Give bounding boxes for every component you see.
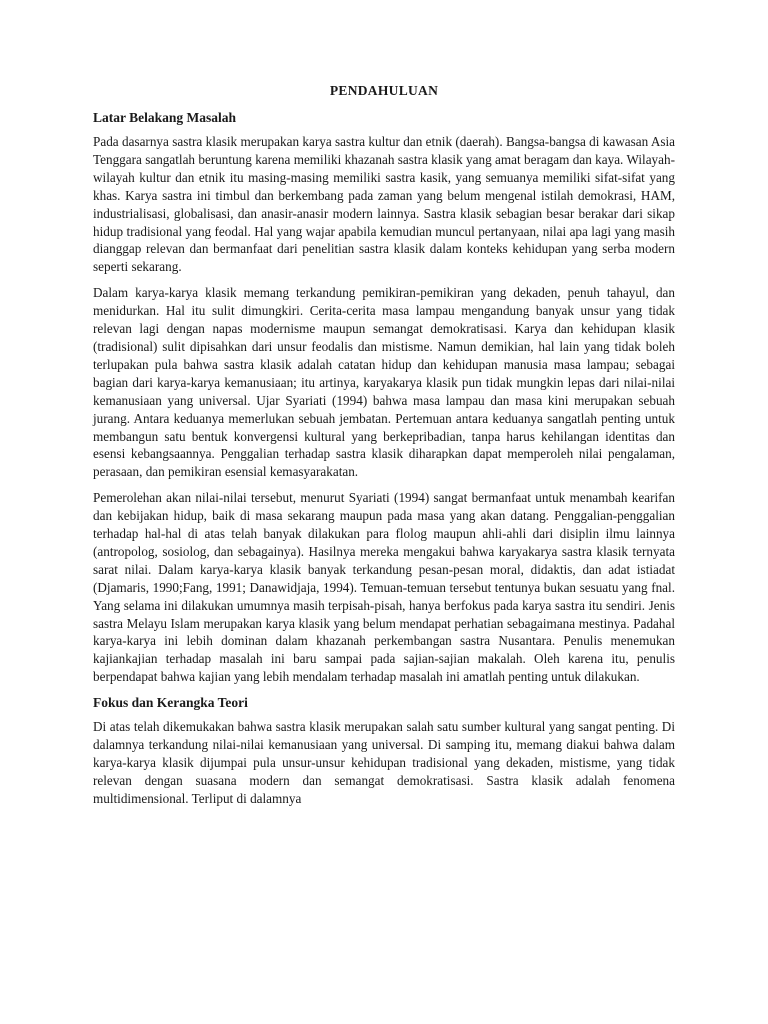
paragraph: Pada dasarnya sastra klasik merupakan karya sastra kultur dan etnik (daerah). Bangsa-bangsa di kawasan Asia Tenggara sangatlah beruntung karena memiliki khazanah sastra klasik yang amat beragam dan kaya. Wilayah-wilayah kultur dan etnik itu masing-masing memiliki sastra kasik, yang semuanya memiliki sifat-sifat yang khas. Karya sastra ini timbul dan berkembang pada zaman yang belum mengenal istilah demokrasi, HAM, industrialisasi, globalisasi, dan anasir-anasir modern lainnya. Sastra klasik sebagian besar berakar dari sikap hidup tradisional yang feodal. Hal yang wajar apabila kemudian muncul pertanyaan, nilai apa lagi yang masih dianggap relevan dan bermanfaat dari penelitian sastra klasik dalam konteks kehidupan yang serba modern seperti sekarang. — [93, 134, 675, 275]
section-heading-latar-belakang: Latar Belakang Masalah — [93, 110, 237, 125]
paragraph: Di atas telah dikemukakan bahwa sastra klasik merupakan salah satu sumber kultural yang sangat penting. Di dalamnya terkandung nilai-nilai kemanusiaan yang universal. Di samping itu, memang diakui bahwa dalam karya-karya klasik dijumpai pula unsur-unsur kehidupan tradisional yang dekaden, mistisme, yang tidak relevan dengan suasana modern dan semangat demokratisasi. Sastra klasik adalah fenomena multidimensional. Terliput di dalamnya — [93, 719, 675, 806]
paragraph: Dalam karya-karya klasik memang terkandung pemikiran-pemikiran yang dekaden, penuh tahayul, dan menidurkan. Hal itu sulit dimungkiri. Cerita-cerita masa lampau mengandung banyak unsur yang tidak relevan lagi dengan napas modernisme maupun semangat demokratisasi. Karya dan kehidupan klasik (tradisional) sulit dipisahkan dari unsur feodalis dan mistisme. Namun demikian, hal lain yang tidak boleh terlupakan pula bahwa sastra klasik adalah catatan hidup dan kehidupan manusia masa lampau; sebagai bagian dari karya-karya kemanusiaan; itu artinya, karyakarya klasik pun tidak mungkin lepas dari nilai-nilai kemanusiaan yang universal. Ujar Syariati (1994) bahwa masa lampau dan masa kini merupakan sebuah jurang. Antara keduanya memerlukan sebuah jembatan. Pertemuan antara keduanya sangatlah penting untuk membangun satu bentuk konvergensi kultural yang berkepribadian, tanpa harus kehilangan identitas dan esensi kebangsaannya. Penggalian terhadap sastra klasik diharapkan dapat memperoleh nilai pengalaman, perasaan, dan pemikiran esensial kemasyarakatan. — [93, 285, 675, 480]
document-title: PENDAHULUAN — [329, 83, 439, 98]
paragraph: Pemerolehan akan nilai-nilai tersebut, menurut Syariati (1994) sangat bermanfaat untuk menambah kearifan dan kebijakan hidup, baik di masa sekarang maupun pada masa yang akan datang. Penggalian-penggalian terhadap hal-hal di atas telah banyak dilakukan para flolog maupun ahli-ahli dari disiplin ilmu lainnya (antropolog, sosiolog, dan sebagainya). Hasilnya mereka mengakui bahwa karyakarya sastra klasik ternyata sarat nilai. Dalam karya-karya klasik banyak terkandung pesan-pesan moral, didaktis, dan adat istiadat (Djamaris, 1990;Fang, 1991; Danawidjaja, 1994). Temuan-temuan tersebut tentunya bukan sesuatu yang fnal. Yang selama ini dilakukan umumnya masih terpisah-pisah, hanya berfokus pada karya sastra itu sendiri. Jenis sastra Melayu Islam merupakan karya klasik yang belum mendapat perhatian sebagaimana mestinya. Padahal karya-karya ini lebih dominan dalam khazanah perkembangan sastra Nusantara. Penulis menemukan kajiankajian terhadap masalah ini baru sampai pada sajian-sajian makalah. Oleh karena itu, penulis berpendapat bahwa kajian yang lebih mendalam terhadap masalah ini amatlah penting untuk dilakukan. — [93, 490, 675, 685]
section-heading-fokus: Fokus dan Kerangka Teori — [93, 695, 248, 711]
document-page — [93, 82, 675, 814]
